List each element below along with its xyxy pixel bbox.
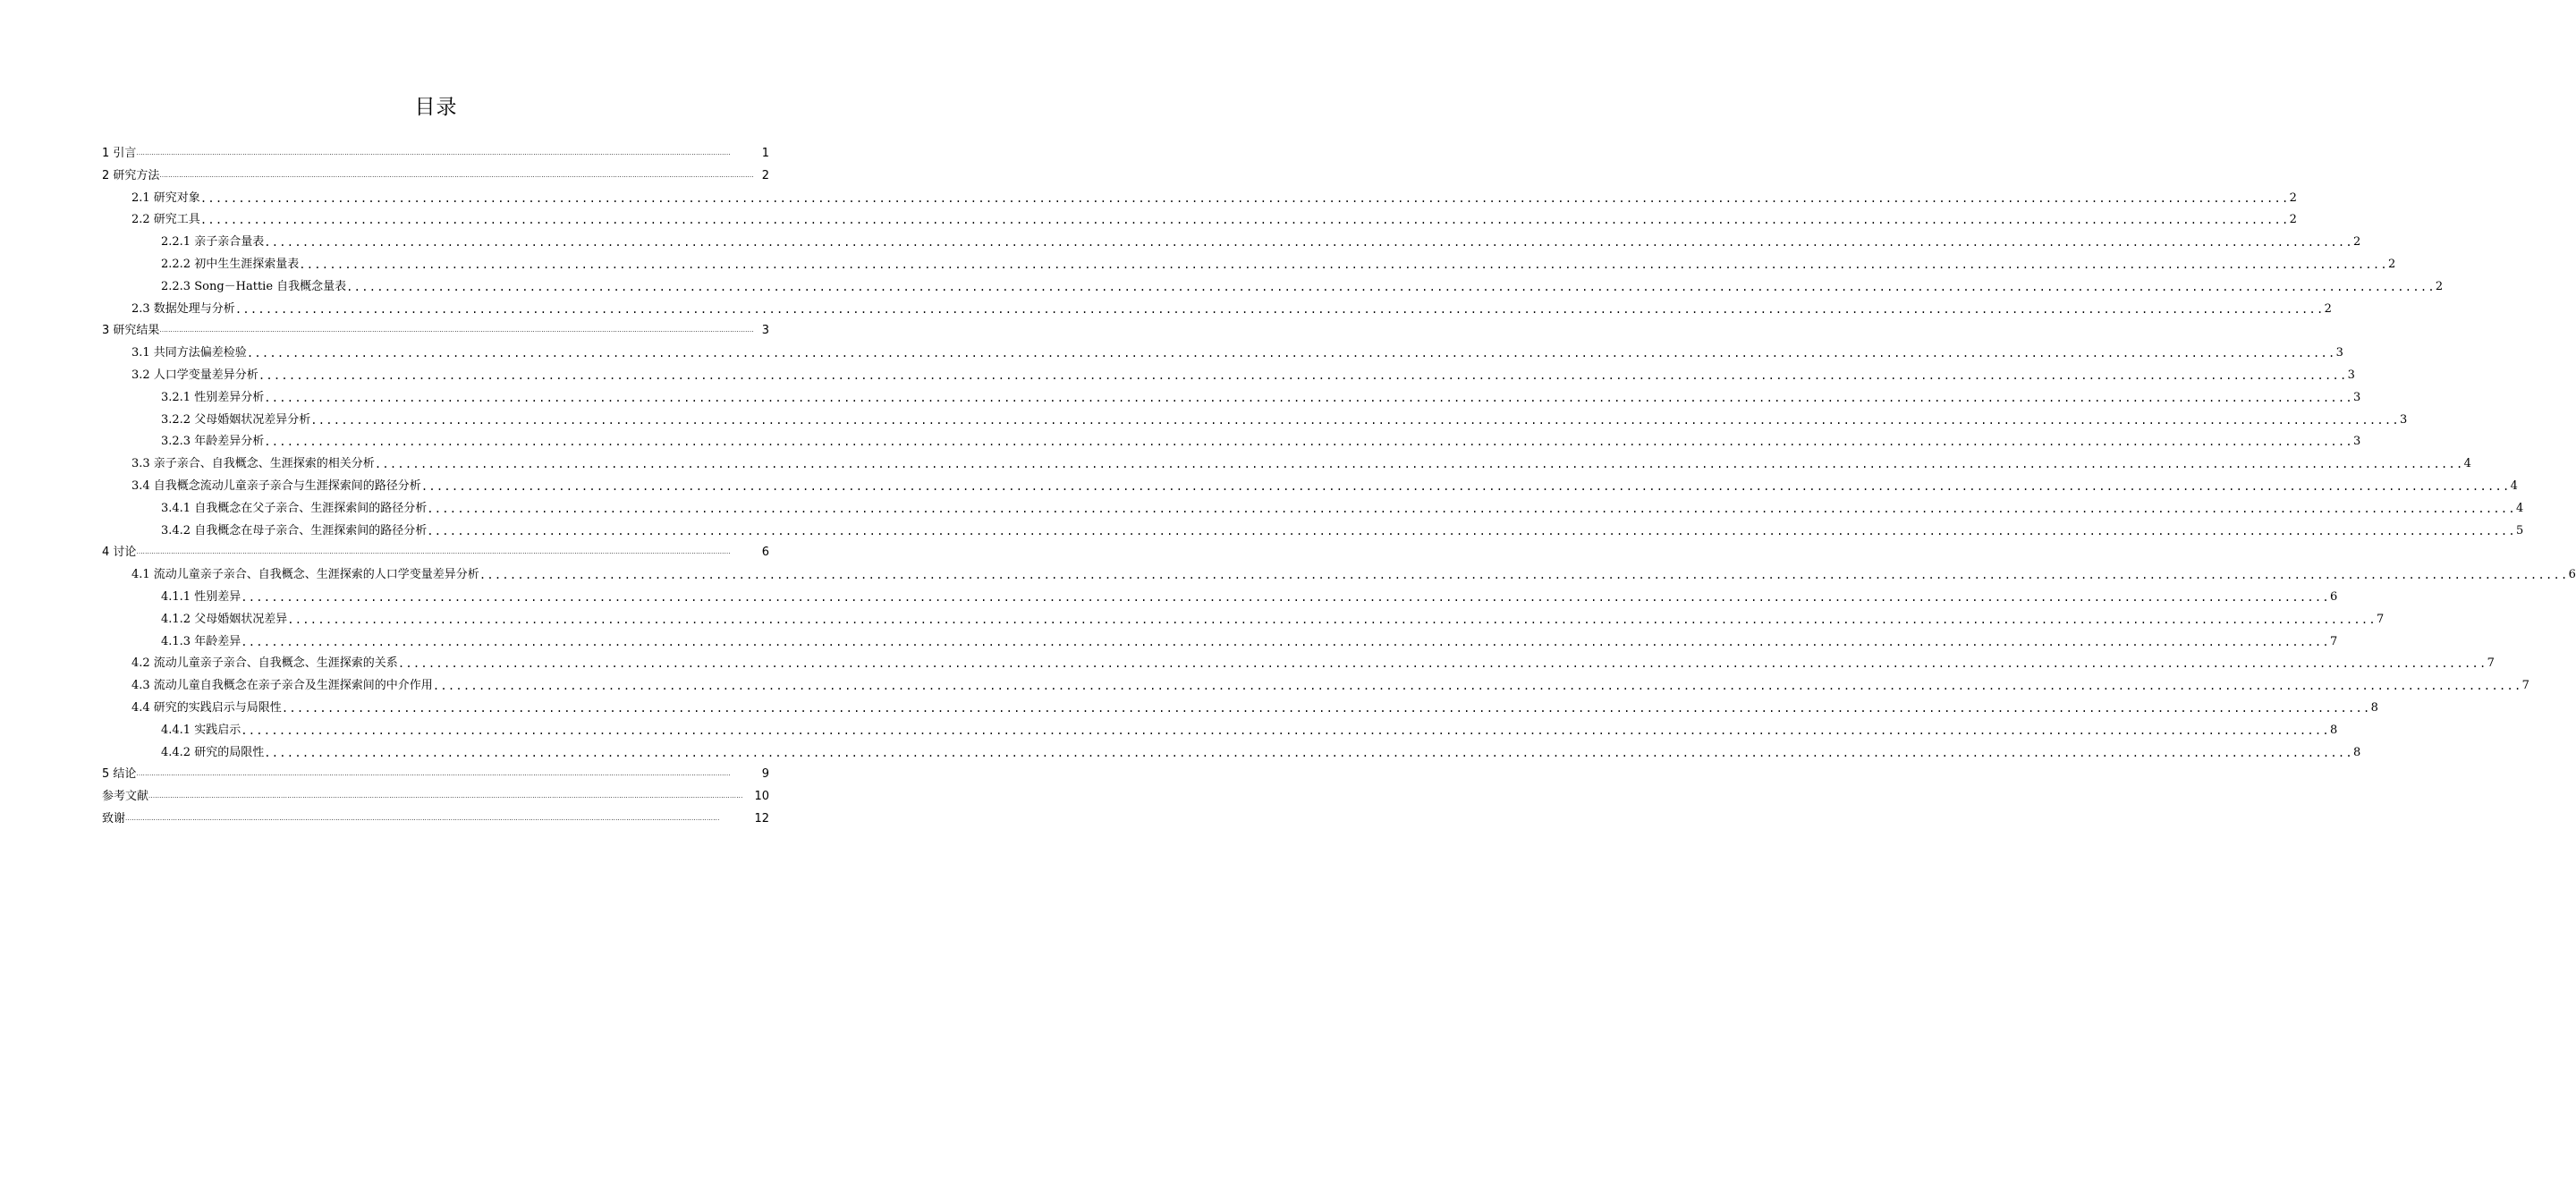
- toc-entry[interactable]: [161, 605, 2385, 626]
- toc-entry-page-number: 8: [2329, 723, 2338, 737]
- toc-entry-label: 4.4.2 研究的局限性: [161, 745, 265, 759]
- toc-entry[interactable]: [131, 471, 2518, 493]
- toc-entry-label: 3.2.2 父母婚姻状况差异分析: [161, 412, 311, 427]
- toc-leader-dots: ..................................................................................................................................................................................................................................................................................: [264, 236, 2353, 250]
- toc-entry[interactable]: [131, 205, 2297, 227]
- toc-leader-dots: ..................................................................................................................................................................................................................................................................................: [420, 480, 2511, 493]
- toc-entry-label: 致谢: [102, 812, 126, 825]
- toc-entry-label: 4.1.3 年龄差异: [161, 634, 242, 648]
- toc-entry[interactable]: [131, 360, 2355, 382]
- toc-leader-dots: ..................................................................................................................................................................................................................................................................................: [264, 746, 2353, 759]
- toc-entry-page-number: 4: [2510, 479, 2518, 493]
- toc-entry[interactable]: [102, 161, 769, 182]
- toc-entry-label: 3.2.3 年龄差异分析: [161, 435, 265, 449]
- toc-leader-dots: ..................................................................................................................................................................................................................................................................................: [310, 413, 2400, 427]
- toc-leader-dots: ..................................................................................................................................................................................................................................................................................: [241, 724, 2330, 737]
- toc-entry[interactable]: [131, 294, 2332, 316]
- toc-entry-label: 3 研究结果: [102, 324, 160, 338]
- toc-entry[interactable]: [131, 560, 2576, 582]
- toc-leader-dots: ..................................................................................................................................................................................................................................................................................: [479, 569, 2569, 582]
- toc-entry-page-number: 7: [2329, 634, 2338, 648]
- toc-entry[interactable]: [131, 338, 2343, 360]
- toc-entry[interactable]: [161, 227, 2361, 250]
- toc-entry[interactable]: [161, 250, 2396, 271]
- toc-leader-dots: ..................................................................................................................................................................................................................................................................................: [374, 458, 2464, 471]
- toc-entry-page-number: 2: [2289, 213, 2297, 227]
- toc-entry-page-number: 5: [2515, 523, 2524, 538]
- toc-leader-dots: ..................................................................................................................................................................................................................................................................................: [299, 258, 2388, 271]
- toc-entry[interactable]: [131, 449, 2471, 471]
- toc-entry-page-number: 3: [2352, 390, 2361, 404]
- toc-entry-label: 5 结论: [102, 767, 137, 782]
- toc-entry-page-number: 3: [2335, 346, 2343, 360]
- toc-entry[interactable]: [161, 427, 2361, 449]
- toc-entry-label: 2.1 研究对象: [131, 190, 200, 205]
- toc-leader-dots: ..................................................................................................................................................................................................................................................................................: [281, 702, 2371, 715]
- toc-entry-page-number: 6: [2568, 568, 2576, 582]
- toc-leader-dots: ..................................................................................................................................................................................................................................................................................: [136, 770, 731, 778]
- toc-entry[interactable]: [161, 405, 2408, 427]
- toc-entry-label: 4.1.1 性别差异: [161, 590, 242, 604]
- toc-entry-page-number: 7: [2521, 679, 2529, 693]
- toc-entry[interactable]: [161, 715, 2338, 737]
- toc-leader-dots: ..................................................................................................................................................................................................................................................................................: [199, 191, 2290, 205]
- page-title: 目录: [414, 96, 458, 119]
- toc-leader-dots: ..................................................................................................................................................................................................................................................................................: [241, 591, 2330, 604]
- toc-entry-page-number: 2: [2352, 235, 2361, 250]
- toc-entry-page-number: 1: [761, 147, 769, 160]
- toc-entry-page-number: 2: [2324, 301, 2332, 316]
- toc-entry[interactable]: [161, 383, 2361, 404]
- toc-entry-label: 2 研究方法: [102, 168, 160, 182]
- toc-entry-page-number: 7: [2376, 612, 2385, 626]
- toc-entry[interactable]: [102, 804, 769, 825]
- toc-entry-page-number: 3: [2347, 368, 2355, 382]
- toc-leader-dots: ..................................................................................................................................................................................................................................................................................: [199, 214, 2290, 227]
- toc-entry-page-number: 6: [2329, 590, 2338, 604]
- toc-entry-page-number: 2: [2387, 258, 2396, 271]
- toc-leader-dots: ..................................................................................................................................................................................................................................................................................: [427, 502, 2516, 515]
- toc-entry-label: 3.2.1 性别差异分析: [161, 390, 265, 404]
- toc-leader-dots: ..................................................................................................................................................................................................................................................................................: [346, 280, 2436, 293]
- toc-entry-label: 4.1 流动儿童亲子亲合、自我概念、生涯探索的人口学变量差异分析: [131, 568, 479, 582]
- toc-entry-page-number: 12: [754, 812, 769, 825]
- toc-entry[interactable]: [161, 627, 2338, 648]
- toc-entry-page-number: 10: [754, 790, 769, 804]
- toc-entry-page-number: 4: [2463, 457, 2471, 471]
- toc-entry-label: 3.1 共同方法偏差检验: [131, 346, 247, 360]
- toc-entry[interactable]: [102, 759, 769, 781]
- toc-entry-label: 4.2 流动儿童亲子亲合、自我概念、生涯探索的关系: [131, 656, 398, 671]
- toc-entry[interactable]: [131, 671, 2529, 693]
- toc-entry[interactable]: [131, 693, 2378, 715]
- toc-entry-page-number: 2: [761, 168, 769, 182]
- toc-entry[interactable]: [161, 738, 2361, 759]
- toc-entry[interactable]: [131, 183, 2297, 205]
- toc-entry-page-number: 4: [2515, 501, 2524, 515]
- toc-entry[interactable]: [161, 582, 2338, 604]
- toc-entry-page-number: 3: [2352, 435, 2361, 449]
- toc-entry-label: 4.4 研究的实践启示与局限性: [131, 701, 282, 715]
- toc-entry-label: 2.2 研究工具: [131, 213, 200, 227]
- toc-entry-label: 3.4.2 自我概念在母子亲合、生涯探索间的路径分析: [161, 523, 428, 538]
- toc-leader-dots: ..................................................................................................................................................................................................................................................................................: [136, 149, 731, 157]
- toc-entry-label: 2.2.1 亲子亲合量表: [161, 235, 265, 250]
- toc-leader-dots: ..................................................................................................................................................................................................................................................................................: [125, 815, 720, 822]
- toc-leader-dots: ..................................................................................................................................................................................................................................................................................: [397, 657, 2487, 671]
- toc-entry-label: 3.4.1 自我概念在父子亲合、生涯探索间的路径分析: [161, 501, 428, 515]
- toc-leader-dots: ..................................................................................................................................................................................................................................................................................: [264, 391, 2353, 404]
- toc-entry-page-number: 6: [761, 546, 769, 560]
- toc-entry-page-number: 2: [2289, 190, 2297, 205]
- toc-entry-page-number: 7: [2487, 656, 2495, 671]
- toc-entry-label: 2.3 数据处理与分析: [131, 301, 235, 316]
- toc-leader-dots: ..................................................................................................................................................................................................................................................................................: [258, 369, 2348, 382]
- toc-entry-page-number: 8: [2352, 745, 2361, 759]
- toc-leader-dots: ..................................................................................................................................................................................................................................................................................: [432, 680, 2522, 693]
- toc-entry-label: 1 引言: [102, 147, 137, 160]
- toc-entry-label: 4.3 流动儿童自我概念在亲子亲合及生涯探索间的中介作用: [131, 679, 433, 693]
- toc-entry-label: 4.4.1 实践启示: [161, 723, 242, 737]
- toc-entry[interactable]: [102, 538, 769, 559]
- toc-entry[interactable]: [102, 782, 769, 803]
- toc-leader-dots: ..................................................................................................................................................................................................................................................................................: [287, 613, 2377, 626]
- toc-entry[interactable]: [131, 648, 2495, 671]
- toc-entry-label: 2.2.2 初中生生涯探索量表: [161, 258, 300, 271]
- toc-entry[interactable]: [102, 316, 769, 337]
- toc-entry-label: 4.1.2 父母婚姻状况差异: [161, 612, 288, 626]
- toc-leader-dots: ..................................................................................................................................................................................................................................................................................: [246, 347, 2336, 360]
- toc-entry-label: 参考文献: [102, 790, 149, 804]
- toc-entry-label: 3.2 人口学变量差异分析: [131, 368, 258, 382]
- toc-leader-dots: ..................................................................................................................................................................................................................................................................................: [159, 326, 754, 334]
- toc-leader-dots: ..................................................................................................................................................................................................................................................................................: [159, 171, 754, 179]
- toc-entry[interactable]: [161, 272, 2444, 293]
- toc-leader-dots: ..................................................................................................................................................................................................................................................................................: [427, 524, 2516, 538]
- toc-entry[interactable]: [102, 139, 769, 160]
- toc-entry[interactable]: [161, 516, 2524, 538]
- toc-entry-page-number: 9: [761, 767, 769, 782]
- toc-entry-label: 2.2.3 Song－Hattie 自我概念量表: [161, 279, 347, 293]
- toc-leader-dots: ..................................................................................................................................................................................................................................................................................: [264, 436, 2353, 449]
- toc-entry-page-number: 3: [2399, 412, 2408, 427]
- toc-entry-label: 4 讨论: [102, 546, 137, 560]
- toc-leader-dots: ..................................................................................................................................................................................................................................................................................: [148, 792, 743, 800]
- toc-entry-label: 3.4 自我概念流动儿童亲子亲合与生涯探索间的路径分析: [131, 479, 421, 493]
- toc-entry-page-number: 8: [2370, 701, 2378, 715]
- toc-entry[interactable]: [161, 494, 2524, 515]
- toc-entry-page-number: 3: [761, 324, 769, 338]
- toc-leader-dots: ..................................................................................................................................................................................................................................................................................: [136, 548, 731, 556]
- toc-leader-dots: ..................................................................................................................................................................................................................................................................................: [241, 635, 2330, 648]
- toc-leader-dots: ..................................................................................................................................................................................................................................................................................: [234, 302, 2325, 316]
- toc-entry-label: 3.3 亲子亲合、自我概念、生涯探索的相关分析: [131, 457, 375, 471]
- toc-entry-page-number: 2: [2435, 279, 2444, 293]
